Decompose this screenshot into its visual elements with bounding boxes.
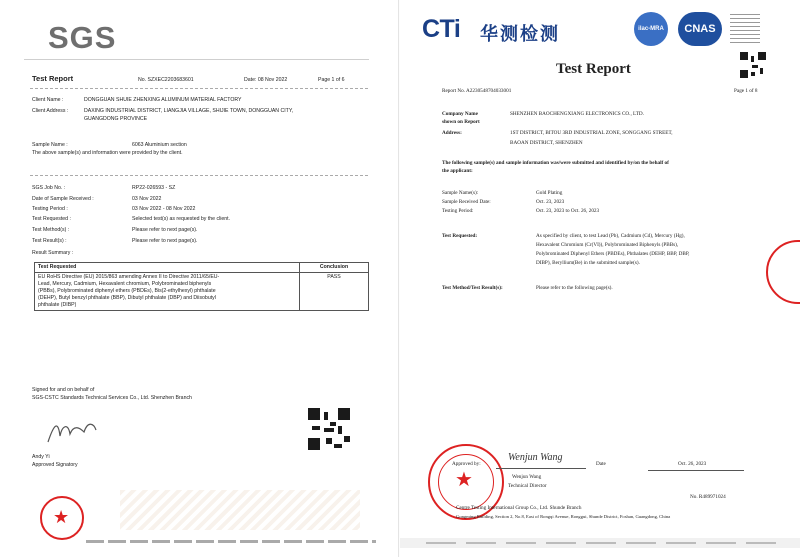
client-address-line2: GUANGDONG PROVINCE bbox=[84, 116, 148, 122]
client-address-line1: DAXING INDUSTRIAL DISTRICT, LIANGJIA VILLAGE, SHIJIE TOWN, DONGGUAN CITY, bbox=[84, 108, 294, 114]
sgs-report-page bbox=[0, 0, 399, 557]
cti-logo-chinese: 华测检测 bbox=[480, 24, 560, 44]
page-title: Test Report bbox=[32, 74, 74, 83]
company-label-line2: shown on Report bbox=[442, 119, 480, 125]
qr-code-icon bbox=[308, 408, 350, 450]
test-requested: Selected test(s) as requested by the client. bbox=[132, 216, 231, 222]
page-indicator: Page 1 of 8 bbox=[734, 88, 758, 94]
testing-period-label: Testing Period : bbox=[32, 206, 68, 212]
table-cell-line: (DEHP), Butyl benzyl phthalate (BBP), Dibutyl phthalate (DBP) and Diisobutyl bbox=[38, 295, 216, 301]
sgs-logo: SGS bbox=[48, 20, 117, 55]
address-line2: BAOAN DISTRICT, SHENZHEN bbox=[510, 140, 583, 146]
lab-name: Centre Testing International Group Co., Ltd. Shunde Branch bbox=[456, 505, 582, 511]
page-indicator: Page 1 of 6 bbox=[318, 77, 345, 83]
report-number-bottom: No. R489971024 bbox=[690, 494, 726, 500]
client-address-label: Client Address : bbox=[32, 108, 69, 114]
header-divider bbox=[24, 59, 369, 60]
cnas-badge: CNAS bbox=[678, 12, 722, 46]
result-summary-label: Result Summary : bbox=[32, 250, 74, 256]
sample-name: 6063 Aluminium section bbox=[132, 142, 187, 148]
sample-received: Oct. 23, 2023 bbox=[536, 199, 565, 205]
footer-contact-bar bbox=[400, 538, 800, 548]
job-no-label: SGS Job No. : bbox=[32, 185, 66, 191]
page-title: Test Report bbox=[556, 61, 631, 77]
security-pattern bbox=[120, 490, 360, 530]
testing-period-label: Testing Period: bbox=[442, 208, 474, 214]
test-method: Please refer to the following page(s). bbox=[536, 285, 613, 291]
test-result: Please refer to next page(s). bbox=[132, 238, 198, 244]
qr-code-icon bbox=[740, 52, 766, 78]
client-name-label: Client Name : bbox=[32, 97, 64, 103]
signer-title: Approved Signatory bbox=[32, 462, 78, 468]
sample-name-label: Sample Name(s): bbox=[442, 190, 479, 196]
accreditation-text-block bbox=[730, 14, 760, 44]
star-icon: ★ bbox=[455, 469, 473, 491]
report-number: Report No. A2230548704033001 bbox=[442, 88, 512, 94]
red-seal-stamp bbox=[40, 496, 84, 540]
approved-by-label: Approved by: bbox=[452, 461, 481, 467]
date-label: Date bbox=[596, 461, 606, 467]
test-requested-line: Hexavalent Chromium (Cr(VI)), Polybrominated Biphenyls (PBBs), bbox=[536, 242, 679, 248]
table-cell-line: EU RoHS Directive (EU) 2015/863 amending Annex II to Directive 2011/65/EU- bbox=[38, 274, 220, 280]
sample-name-label: Sample Name : bbox=[32, 142, 68, 148]
test-requested-label: Test Requested : bbox=[32, 216, 71, 222]
sample-name: Gold Plating bbox=[536, 190, 563, 196]
cti-logo: CTi bbox=[422, 15, 461, 43]
footer-fine-print bbox=[86, 540, 376, 543]
test-requested-line: DIBP), Beryllium(Be) in the submitted sample(s). bbox=[536, 260, 640, 266]
red-seal-stamp-edge bbox=[766, 240, 800, 304]
test-method-label: Test Method(s) : bbox=[32, 227, 70, 233]
table-row bbox=[35, 273, 369, 311]
test-requested-line: As specified by client, to test Lead (Pb), Cadmium (Cd), Mercury (Hg), bbox=[536, 233, 685, 239]
table-header-row bbox=[35, 263, 369, 273]
date-received: 03 Nov 2022 bbox=[132, 196, 162, 202]
date-received-label: Date of Sample Received : bbox=[32, 196, 94, 202]
signer-title: Technical Director bbox=[508, 483, 547, 489]
ilac-mra-badge: ilac-MRA bbox=[634, 12, 668, 46]
column-header-test-requested: Test Requested bbox=[35, 263, 300, 273]
column-header-conclusion: Conclusion bbox=[300, 263, 369, 273]
statement-line2: the applicant: bbox=[442, 168, 473, 174]
report-number: No. SZXEC2203683601 bbox=[138, 77, 194, 83]
statement-line1: The following sample(s) and sample information was/were submitted and identified by/on the behalf of bbox=[442, 160, 669, 166]
result-table bbox=[34, 262, 369, 311]
table-cell-test bbox=[35, 273, 300, 311]
table-cell-line: phthalate (DIBP) bbox=[38, 302, 77, 308]
address-label: Address: bbox=[442, 130, 462, 136]
signer-name: Wenjun Wang bbox=[512, 474, 542, 480]
signature-line bbox=[496, 468, 586, 469]
company-name: SHENZHEN BAOCHENGXIANG ELECTRONICS CO., LTD. bbox=[510, 111, 644, 117]
table-cell-line: (PBBs), Polybrominated diphenyl ethers (PBDEs), Bis(2-ethylhexyl) phthalate bbox=[38, 288, 216, 294]
lab-address: Gongming Building, Section 2, No.8, East of Rongqi Avenue, Ronggui, Shunde District, Foshan, Guangdong, China bbox=[456, 514, 671, 519]
testing-period: 03 Nov 2022 - 08 Nov 2022 bbox=[132, 206, 196, 212]
date-line bbox=[648, 470, 744, 471]
table-cell-line: Lead, Mercury, Cadmium, Hexavalent chromium, Polybrominated biphenyls bbox=[38, 281, 212, 287]
test-requested-label: Test Requested: bbox=[442, 233, 478, 239]
signature-mark bbox=[44, 414, 100, 448]
cti-report-page bbox=[400, 0, 800, 557]
test-result-label: Test Result(s) : bbox=[32, 238, 67, 244]
table-cell-conclusion: PASS bbox=[300, 273, 369, 311]
address-line1: 1ST DISTRICT, BITOU 3RD INDUSTRIAL ZONE, SONGGANG STREET, bbox=[510, 130, 673, 136]
test-method: Please refer to next page(s). bbox=[132, 227, 198, 233]
sample-note: The above sample(s) and information were provided by the client. bbox=[32, 150, 183, 156]
sample-received-label: Sample Received Date: bbox=[442, 199, 491, 205]
star-icon: ★ bbox=[53, 507, 70, 527]
test-requested-line: Polybrominated Diphenyl Ethers (PBDEs), Phthalates (DEHP, BBP, DBP, bbox=[536, 251, 690, 257]
job-no: RP22-026593 - SZ bbox=[132, 185, 176, 191]
client-name: DONGGUAN SHUIE ZHENXING ALUMINUM MATERIAL FACTORY bbox=[84, 97, 242, 103]
signed-on-behalf: Signed for and on behalf of bbox=[32, 387, 95, 393]
testing-period: Oct. 23, 2023 to Oct. 26, 2023 bbox=[536, 208, 600, 214]
divider bbox=[30, 175, 368, 176]
signer-name: Andy Yi bbox=[32, 454, 50, 460]
date-value: Oct. 26, 2023 bbox=[678, 461, 707, 467]
company-label-line1: Company Name bbox=[442, 111, 478, 117]
signature-text: Wenjun Wang bbox=[508, 452, 563, 463]
divider bbox=[30, 88, 368, 89]
test-method-label: Test Method/Test Result(s): bbox=[442, 285, 503, 291]
report-date: Date: 08 Nov 2022 bbox=[244, 77, 288, 83]
signing-company: SGS-CSTC Standards Technical Services Co., Ltd. Shenzhen Branch bbox=[32, 395, 192, 401]
